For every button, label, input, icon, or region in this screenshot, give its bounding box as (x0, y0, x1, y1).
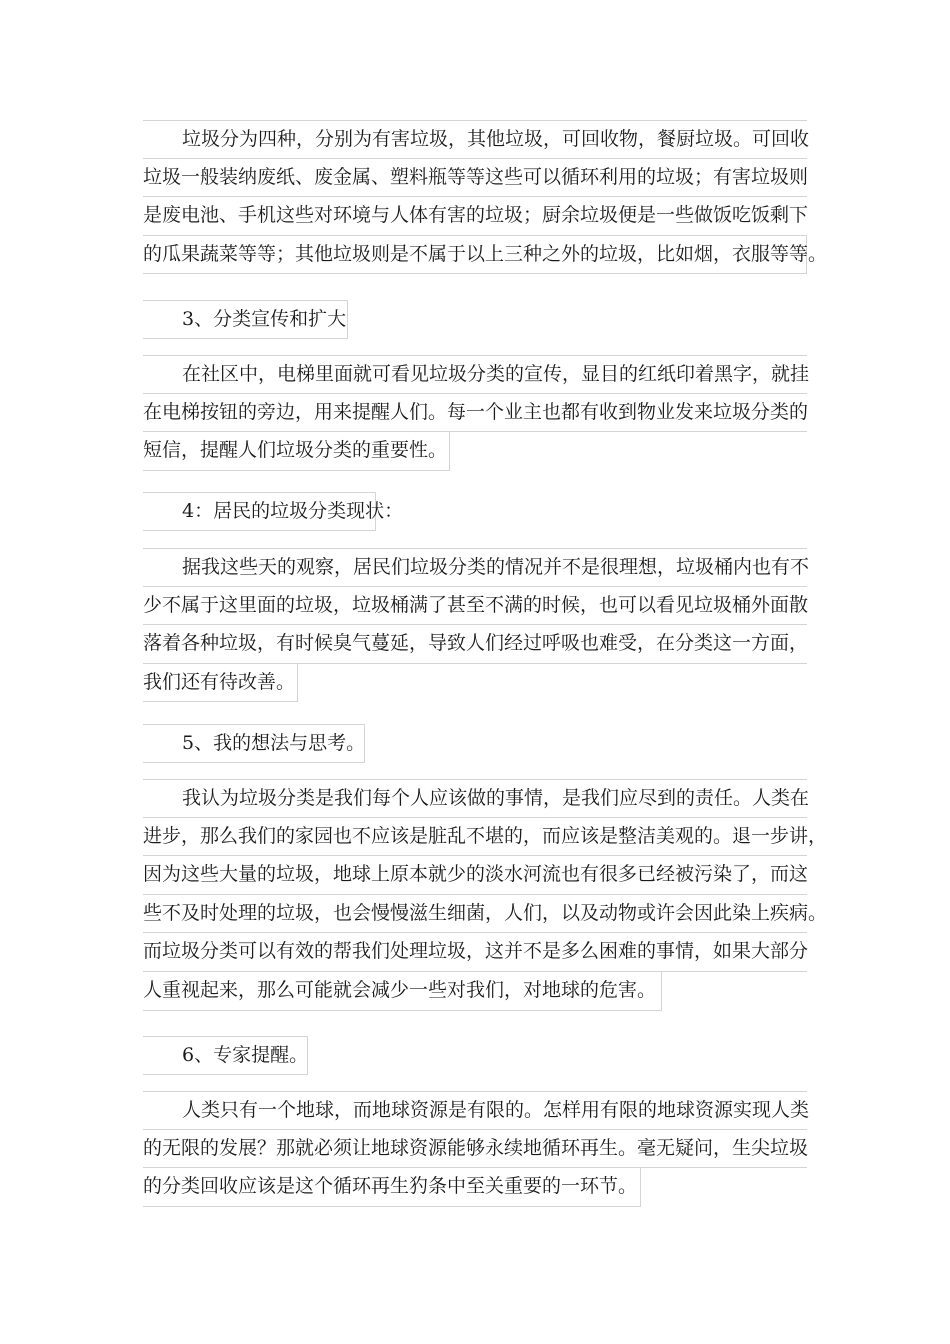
text-line: 的无限的发展？那就必须让地球资源能够永续地循环再生。毫无疑问，生尖垃圾 (143, 1130, 807, 1169)
text-line: 的瓜果蔬菜等等；其他垃圾则是不属于以上三种之外的垃圾，比如烟，衣服等等。 (143, 236, 807, 275)
section-heading-3 (143, 300, 348, 339)
text-line: 据我这些天的观察，居民们垃圾分类的情况并不是很理想，垃圾桶内也有不 (143, 548, 807, 587)
text-line: 人类只有一个地球，而地球资源是有限的。怎样用有限的地球资源实现人类 (143, 1091, 807, 1130)
text-line: 垃圾分为四种，分别为有害垃圾，其他垃圾，可回收物，餐厨垃圾。可回收 (143, 120, 807, 159)
text-line: 少不属于这里面的垃圾，垃圾桶满了甚至不满的时候，也可以看见垃圾桶外面散 (143, 587, 807, 626)
text-line: 我认为垃圾分类是我们每个人应该做的事情，是我们应尽到的责任。人类在 (143, 779, 807, 818)
paragraph-expert-advice (143, 1091, 810, 1207)
text-line: 是废电池、手机这些对环境与人体有害的垃圾；厨余垃圾便是一些做饭吃饭剩下 (143, 197, 807, 236)
text-line: 在电梯按钮的旁边，用来提醒人们。每一个业主也都有收到物业发来垃圾分类的 (143, 394, 807, 433)
heading-text: 4：居民的垃圾分类现状： (143, 492, 376, 531)
paragraph-waste-types (143, 120, 828, 274)
text-line: 因为这些大量的垃圾，地球上原本就少的淡水河流也有很多已经被污染了，而这 (143, 856, 807, 895)
text-line: 短信，提醒人们垃圾分类的重要性。 (143, 432, 450, 471)
paragraph-thoughts (143, 779, 828, 1011)
section-heading-4 (143, 492, 404, 531)
paragraph-current-status (143, 548, 810, 702)
heading-text: 6、专家提醒。 (143, 1036, 308, 1075)
heading-text: 3、分类宣传和扩大 (143, 300, 348, 339)
text-line: 落着各种垃圾，有时候臭气蔓延，导致人们经过呼吸也难受，在分类这一方面， (143, 625, 807, 664)
text-line: 进步，那么我们的家园也不应该是脏乱不堪的，而应该是整洁美观的。退一步讲， (143, 818, 807, 857)
text-line: 而垃圾分类可以有效的帮我们处理垃圾，这并不是多么困难的事情，如果大部分 (143, 933, 807, 972)
paragraph-community-promotion (143, 355, 810, 471)
section-heading-6 (143, 1036, 308, 1075)
text-line: 在社区中，电梯里面就可看见垃圾分类的宣传，显目的红纸印着黑字，就挂 (143, 355, 807, 394)
heading-text: 5、我的想法与思考。 (143, 724, 365, 763)
text-line: 的分类回收应该是这个循环再生犳条中至关重要的一环节。 (143, 1168, 641, 1207)
text-line: 我们还有待改善。 (143, 664, 298, 703)
text-line: 人重视起来，那么可能就会减少一些对我们，对地球的危害。 (143, 972, 662, 1011)
text-line: 垃圾一般装纳废纸、废金属、塑料瓶等等这些可以循环利用的垃圾；有害垃圾则 (143, 159, 807, 198)
section-heading-5 (143, 724, 365, 763)
text-line: 些不及时处理的垃圾，也会慢慢滋生细菌，人们，以及动物或许会因此染上疾病。 (143, 895, 807, 934)
